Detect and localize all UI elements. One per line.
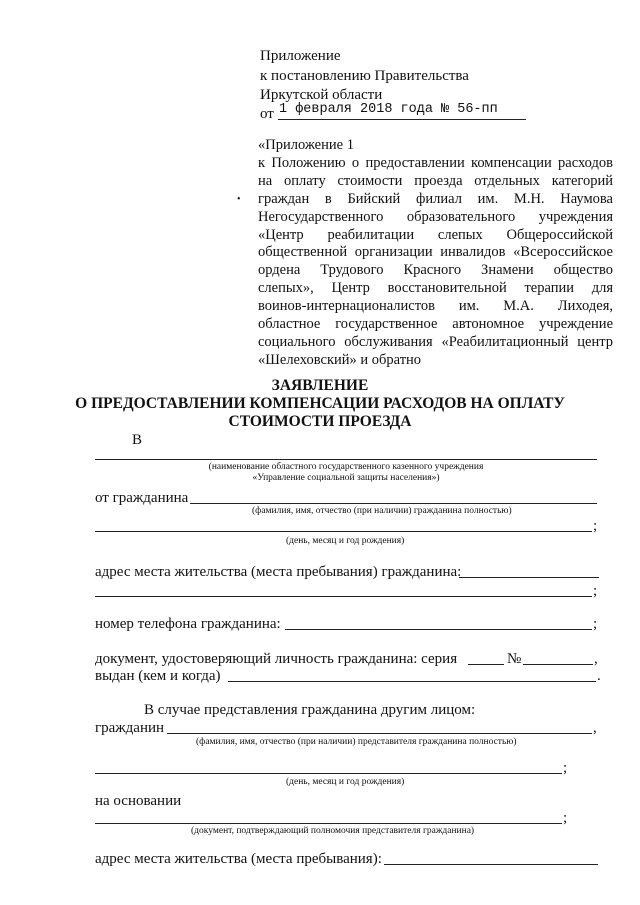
representative-address-field[interactable] [384,864,598,865]
id-number-field[interactable] [523,664,593,665]
representative-birth-caption: (день, месяц и год рождения) [286,777,405,787]
representative-address-label: адрес места жительства (места пребывания): [95,851,382,867]
semicolon: ; [593,583,598,599]
annex-line: областное государственное автономное учреждение [258,316,613,333]
id-series-field[interactable] [468,664,504,665]
annex-line: к Положению о предоставлении компенсации расходов [258,154,613,171]
representative-label: гражданин [95,720,165,736]
annex-title: «Приложение 1 [258,137,354,153]
semicolon: ; [563,810,568,826]
annex-line: на оплату стоимости проезда отдельных категорий [258,172,613,189]
address-label: адрес места жительства (места пребывания) гражданина: [95,564,462,580]
semicolon: ; [593,616,598,632]
annex-line: воинов-интернационалистов им. М.А. Лиходея, [258,298,613,315]
annex-block [258,137,613,370]
representative-fio-caption: (фамилия, имя, отчество (при наличии) представителя гражданина полностью) [196,737,517,747]
header-line-decree: к постановлению Правительства [260,68,469,84]
annex-line: «Центр реабилитации слепых Общероссийской [258,226,613,243]
issued-field[interactable] [228,681,596,682]
annex-last-line: «Шелеховский» и обратно [258,351,422,368]
citizen-birth-field[interactable] [95,531,592,532]
decree-date: 1 февраля 2018 года № 56-пп [279,102,498,117]
semicolon: ; [563,760,568,776]
citizen-birth-caption: (день, месяц и год рождения) [286,536,405,546]
representative-fio-field[interactable] [167,733,592,734]
stray-mark: • [237,194,241,205]
basis-field[interactable] [95,823,562,824]
from-label: от гражданина [95,490,189,506]
basis-label: на основании [95,793,182,809]
period: . [597,668,601,684]
document-title: ЗАЯВЛЕНИЕ [271,377,369,394]
annex-line: общественной организации инвалидов «Всероссийское [258,244,613,261]
annex-line: слепых», Центр восстановительной терапии для [258,280,613,297]
address-field-line2[interactable] [95,596,592,597]
comma: , [593,720,597,736]
citizen-fio-field[interactable] [190,503,597,504]
recipient-caption-1: (наименование областного государственного казенного учреждения [208,462,484,472]
representative-intro: В случае представления гражданина другим лицом: [144,702,476,718]
address-field[interactable] [459,577,599,578]
recipient-caption-2: «Управление социальной защиты населения») [252,473,440,483]
document-subtitle-2: СТОИМОСТИ ПРОЕЗДА [228,413,412,430]
annex-line: ордена Трудового Красного Знамени общество [258,262,613,279]
issued-label: выдан (кем и когда) [95,668,221,684]
phone-label: номер телефона гражданина: [95,616,281,632]
semicolon: ; [593,518,598,534]
phone-field[interactable] [285,629,592,630]
annex-line: граждан в Бийский филиал им. М.Н. Наумова [258,190,613,207]
document-subtitle-1: О ПРЕДОСТАВЛЕНИИ КОМПЕНСАЦИИ РАСХОДОВ НА ОПЛАТУ [75,395,565,412]
header-from-prefix: от [260,106,274,122]
citizen-fio-caption: (фамилия, имя, отчество (при наличии) гражданина полностью) [252,506,512,516]
header-line-appendix: Приложение [260,48,341,64]
number-sign: № [507,651,522,667]
to-prefix: В [132,432,143,448]
annex-line: социального обслуживания «Реабилитационный центр [258,333,613,350]
representative-birth-field[interactable] [95,773,562,774]
basis-caption: (документ, подтверждающий полномочия представителя гражданина) [191,826,475,836]
decree-date-underline [278,119,526,120]
annex-line: Негосударственного образовательного учреждения [258,208,613,225]
recipient-field[interactable] [95,459,597,460]
comma: , [594,651,598,667]
id-document-label: документ, удостоверяющий личность гражданина: серия [95,651,458,667]
header-line-region: Иркутской области [260,87,383,103]
